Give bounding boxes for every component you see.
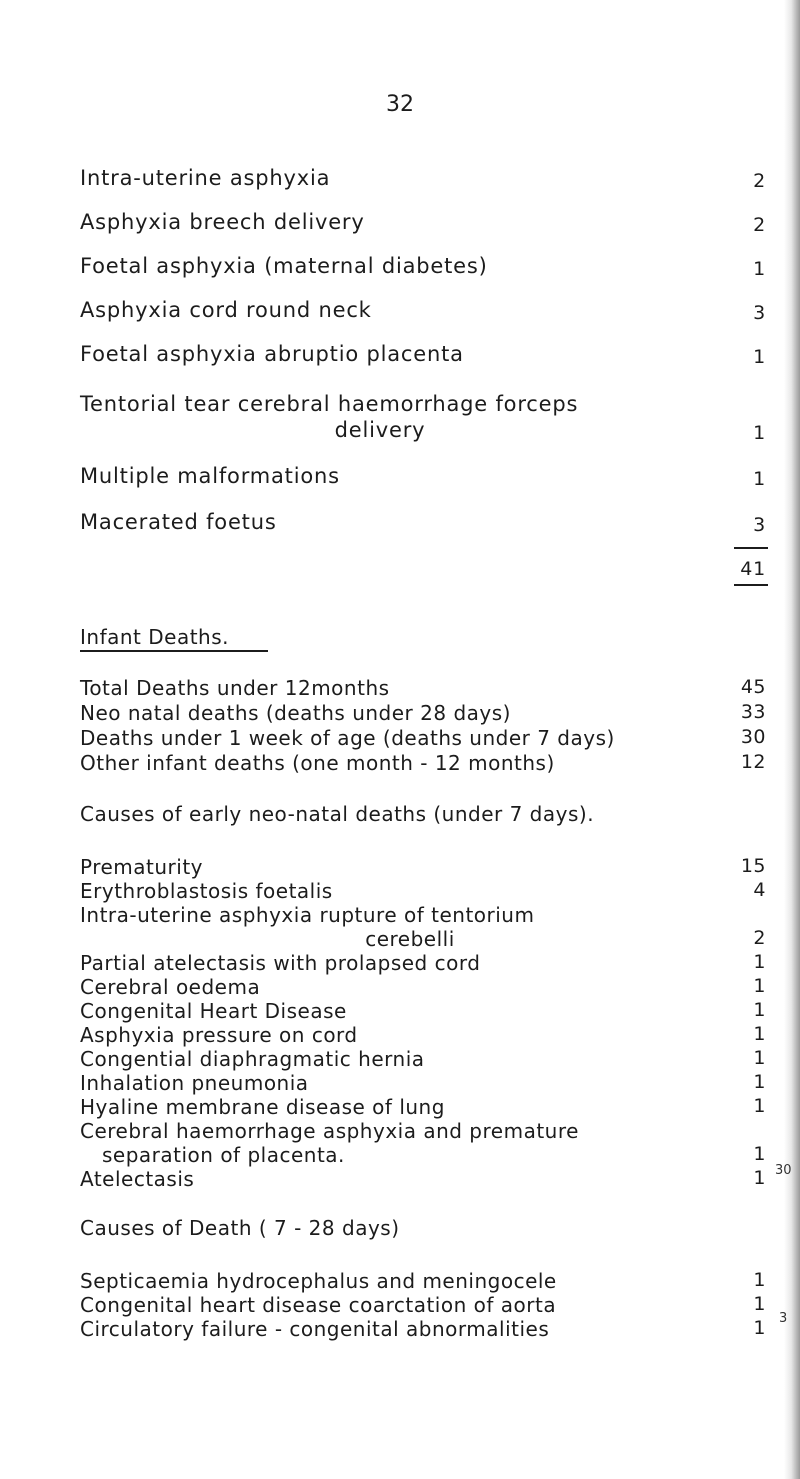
row-label: Total Deaths under 12months [80, 676, 390, 700]
heading-underline [80, 650, 268, 652]
row-label: Deaths under 1 week of age (deaths under 7 days) [80, 726, 615, 750]
row-count: 1 [753, 1023, 766, 1045]
row-count: 1 [753, 975, 766, 997]
row-label: Erythroblastosis foetalis [80, 879, 333, 903]
cause-count: 2 [753, 214, 766, 236]
row-label-continued: separation of placenta. [102, 1143, 345, 1167]
cause-count: 1 [753, 422, 766, 444]
row-count: 45 [740, 676, 766, 698]
cause-label: Asphyxia breech delivery [80, 210, 365, 234]
cause-count: 1 [753, 468, 766, 490]
row-label: Intra-uterine asphyxia rupture of tentorium [80, 903, 535, 927]
row-count: 4 [753, 879, 766, 901]
row-count: 33 [740, 701, 766, 723]
total-rule-top [734, 547, 768, 549]
cause-count: 3 [753, 514, 766, 536]
row-label: Partial atelectasis with prolapsed cord [80, 951, 481, 975]
row-count: 1 [753, 1317, 766, 1339]
row-label: Atelectasis [80, 1167, 195, 1191]
row-label: Cerebral oedema [80, 975, 261, 999]
cause-label-continued: delivery [334, 418, 426, 442]
row-label: Cerebral haemorrhage asphyxia and premature [80, 1119, 579, 1143]
early-neonatal-heading: Causes of early neo-natal deaths (under 7 days). [80, 802, 595, 826]
row-label: Congenital heart disease coarctation of aorta [80, 1293, 557, 1317]
cause-label: Foetal asphyxia (maternal diabetes) [80, 254, 488, 278]
cause-label: Intra-uterine asphyxia [80, 166, 331, 190]
margin-note: 30 [775, 1163, 792, 1178]
page-number: 32 [386, 92, 414, 117]
row-label: Septicaemia hydrocephalus and meningocele [80, 1269, 557, 1293]
row-count: 1 [753, 951, 766, 973]
cause-label: Asphyxia cord round neck [80, 298, 372, 322]
row-label: Congenital Heart Disease [80, 999, 347, 1023]
row-count: 12 [740, 751, 766, 773]
row-label: Inhalation pneumonia [80, 1071, 309, 1095]
row-count: 1 [753, 1293, 766, 1315]
late-neonatal-heading: Causes of Death ( 7 - 28 days) [80, 1216, 400, 1240]
row-count: 30 [740, 726, 766, 748]
row-count: 1 [753, 1095, 766, 1117]
row-label: Hyaline membrane disease of lung [80, 1095, 445, 1119]
row-label: Congential diaphragmatic hernia [80, 1047, 425, 1071]
stillbirth-total: 41 [740, 558, 766, 580]
row-count: 1 [753, 1143, 766, 1165]
cause-count: 3 [753, 302, 766, 324]
cause-label: Tentorial tear cerebral haemorrhage forceps [80, 392, 579, 416]
row-label: Neo natal deaths (deaths under 28 days) [80, 701, 511, 725]
row-count: 2 [753, 927, 766, 949]
row-count: 1 [753, 1269, 766, 1291]
cause-count: 1 [753, 346, 766, 368]
row-count: 1 [753, 999, 766, 1021]
row-count: 15 [740, 855, 766, 877]
margin-note: 3 [779, 1311, 788, 1326]
cause-count: 2 [753, 170, 766, 192]
row-count: 1 [753, 1047, 766, 1069]
row-count: 1 [753, 1071, 766, 1093]
total-rule-bottom [734, 584, 768, 586]
row-label: Prematurity [80, 855, 204, 879]
row-label: Asphyxia pressure on cord [80, 1023, 358, 1047]
cause-label: Multiple malformations [80, 464, 340, 488]
row-count: 1 [753, 1167, 766, 1189]
row-label-continued: cerebelli [365, 927, 455, 951]
cause-label: Macerated foetus [80, 510, 277, 534]
row-label: Circulatory failure - congenital abnormalities [80, 1317, 550, 1341]
infant-deaths-heading: Infant Deaths. [80, 625, 230, 649]
cause-count: 1 [753, 258, 766, 280]
row-label: Other infant deaths (one month - 12 months) [80, 751, 555, 775]
cause-label: Foetal asphyxia abruptio placenta [80, 342, 464, 366]
page-edge-shadow [784, 0, 800, 1479]
